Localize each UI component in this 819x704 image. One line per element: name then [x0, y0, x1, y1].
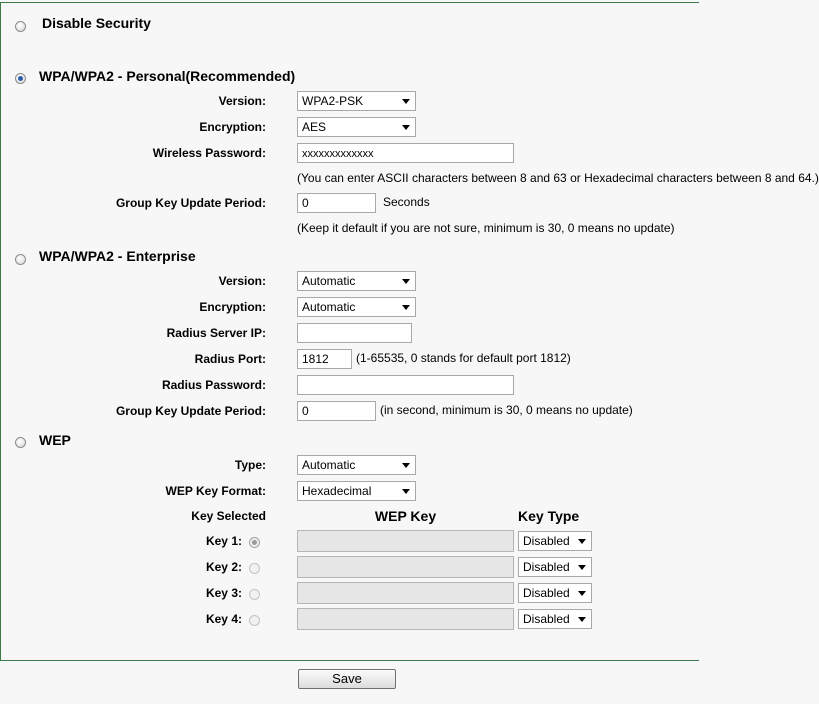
key-3-type-value: Disabled — [523, 586, 570, 600]
chevron-down-icon — [578, 565, 586, 570]
enterprise-encryption-select[interactable] — [297, 297, 416, 317]
chevron-down-icon — [578, 617, 586, 622]
radius-password-input[interactable] — [297, 375, 514, 395]
enterprise-version-select[interactable] — [297, 271, 416, 291]
personal-encryption-select[interactable] — [297, 117, 416, 137]
wep-key-header: WEP Key — [374, 508, 437, 524]
left-border — [0, 2, 1, 660]
chevron-down-icon — [402, 305, 410, 310]
key-2-input[interactable] — [297, 556, 514, 578]
chevron-down-icon — [402, 125, 410, 130]
wep-key-format-label: WEP Key Format: — [165, 484, 266, 498]
personal-gkup-note: (Keep it default if you are not sure, minimum is 30, 0 means no update) — [297, 221, 675, 235]
key-1-label: Key 1: — [205, 534, 242, 548]
key-4-type-select[interactable] — [518, 609, 592, 629]
wep-key-format-select[interactable] — [297, 481, 416, 501]
wep-type-select[interactable] — [297, 455, 416, 475]
wep-type-label: Type: — [234, 458, 266, 472]
personal-gkup-label: Group Key Update Period: — [115, 196, 266, 210]
key-1-type-value: Disabled — [523, 534, 570, 548]
top-border — [0, 2, 699, 3]
personal-encryption-value: AES — [302, 120, 327, 134]
key-3-radio[interactable] — [249, 589, 260, 600]
key-2-type-value: Disabled — [523, 560, 570, 574]
key-4-label: Key 4: — [205, 612, 242, 626]
wpa-enterprise-radio[interactable] — [15, 254, 26, 265]
wep-radio[interactable] — [15, 437, 26, 448]
wep-title: WEP — [39, 432, 71, 448]
chevron-down-icon — [402, 489, 410, 494]
personal-gkup-unit: Seconds — [383, 195, 430, 209]
wep-key-format-value: Hexadecimal — [302, 484, 372, 498]
personal-version-value: WPA2-PSK — [302, 94, 364, 108]
enterprise-encryption-label: Encryption: — [199, 300, 266, 314]
wireless-password-value: xxxxxxxxxxxxx — [302, 148, 374, 160]
key-1-radio[interactable] — [249, 537, 260, 548]
wpa-personal-title: WPA/WPA2 - Personal(Recommended) — [39, 68, 296, 84]
personal-gkup-value: 0 — [302, 196, 309, 210]
enterprise-gkup-label: Group Key Update Period: — [115, 404, 266, 418]
password-note: (You can enter ASCII characters between 8 and 63 or Hexadecimal characters between 8 and 64.) — [297, 171, 819, 185]
personal-version-select[interactable] — [297, 91, 416, 111]
chevron-down-icon — [578, 539, 586, 544]
enterprise-version-label: Version: — [218, 274, 266, 288]
personal-gkup-input[interactable] — [297, 193, 376, 213]
radius-port-input[interactable] — [297, 349, 352, 369]
key-2-type-select[interactable] — [518, 557, 592, 577]
radius-password-label: Radius Password: — [161, 378, 266, 392]
radius-server-ip-label: Radius Server IP: — [166, 326, 266, 340]
key-4-radio[interactable] — [249, 615, 260, 626]
chevron-down-icon — [402, 463, 410, 468]
wireless-password-label: Wireless Password: — [152, 146, 266, 160]
enterprise-gkup-note: (in second, minimum is 30, 0 means no update) — [380, 403, 633, 417]
enterprise-encryption-value: Automatic — [302, 300, 356, 314]
bottom-divider — [0, 660, 699, 661]
key-2-radio[interactable] — [249, 563, 260, 574]
key-3-label: Key 3: — [205, 586, 242, 600]
enterprise-version-value: Automatic — [302, 274, 356, 288]
chevron-down-icon — [578, 591, 586, 596]
chevron-down-icon — [402, 99, 410, 104]
chevron-down-icon — [402, 279, 410, 284]
radius-port-label: Radius Port: — [194, 352, 266, 366]
enterprise-gkup-input[interactable] — [297, 401, 376, 421]
radius-port-value: 1812 — [302, 352, 329, 366]
key-2-label: Key 2: — [205, 560, 242, 574]
key-4-input[interactable] — [297, 608, 514, 630]
key-selected-header: Key Selected — [191, 509, 266, 523]
key-3-input[interactable] — [297, 582, 514, 604]
radius-server-ip-input[interactable] — [297, 323, 412, 343]
wep-type-value: Automatic — [302, 458, 356, 472]
key-3-type-select[interactable] — [518, 583, 592, 603]
wpa-enterprise-title: WPA/WPA2 - Enterprise — [39, 248, 196, 264]
key-4-type-value: Disabled — [523, 612, 570, 626]
key-1-input[interactable] — [297, 530, 514, 552]
personal-version-label: Version: — [218, 94, 266, 108]
wireless-password-input[interactable] — [297, 143, 514, 163]
key-1-type-select[interactable] — [518, 531, 592, 551]
personal-encryption-label: Encryption: — [199, 120, 266, 134]
save-button[interactable]: Save — [298, 669, 396, 689]
disable-security-radio[interactable] — [15, 21, 26, 32]
key-type-header: Key Type — [518, 508, 580, 524]
disable-security-label: Disable Security — [42, 15, 151, 31]
wpa-personal-radio[interactable] — [15, 73, 26, 84]
enterprise-gkup-value: 0 — [302, 404, 309, 418]
radius-port-note: (1-65535, 0 stands for default port 1812) — [356, 351, 571, 365]
